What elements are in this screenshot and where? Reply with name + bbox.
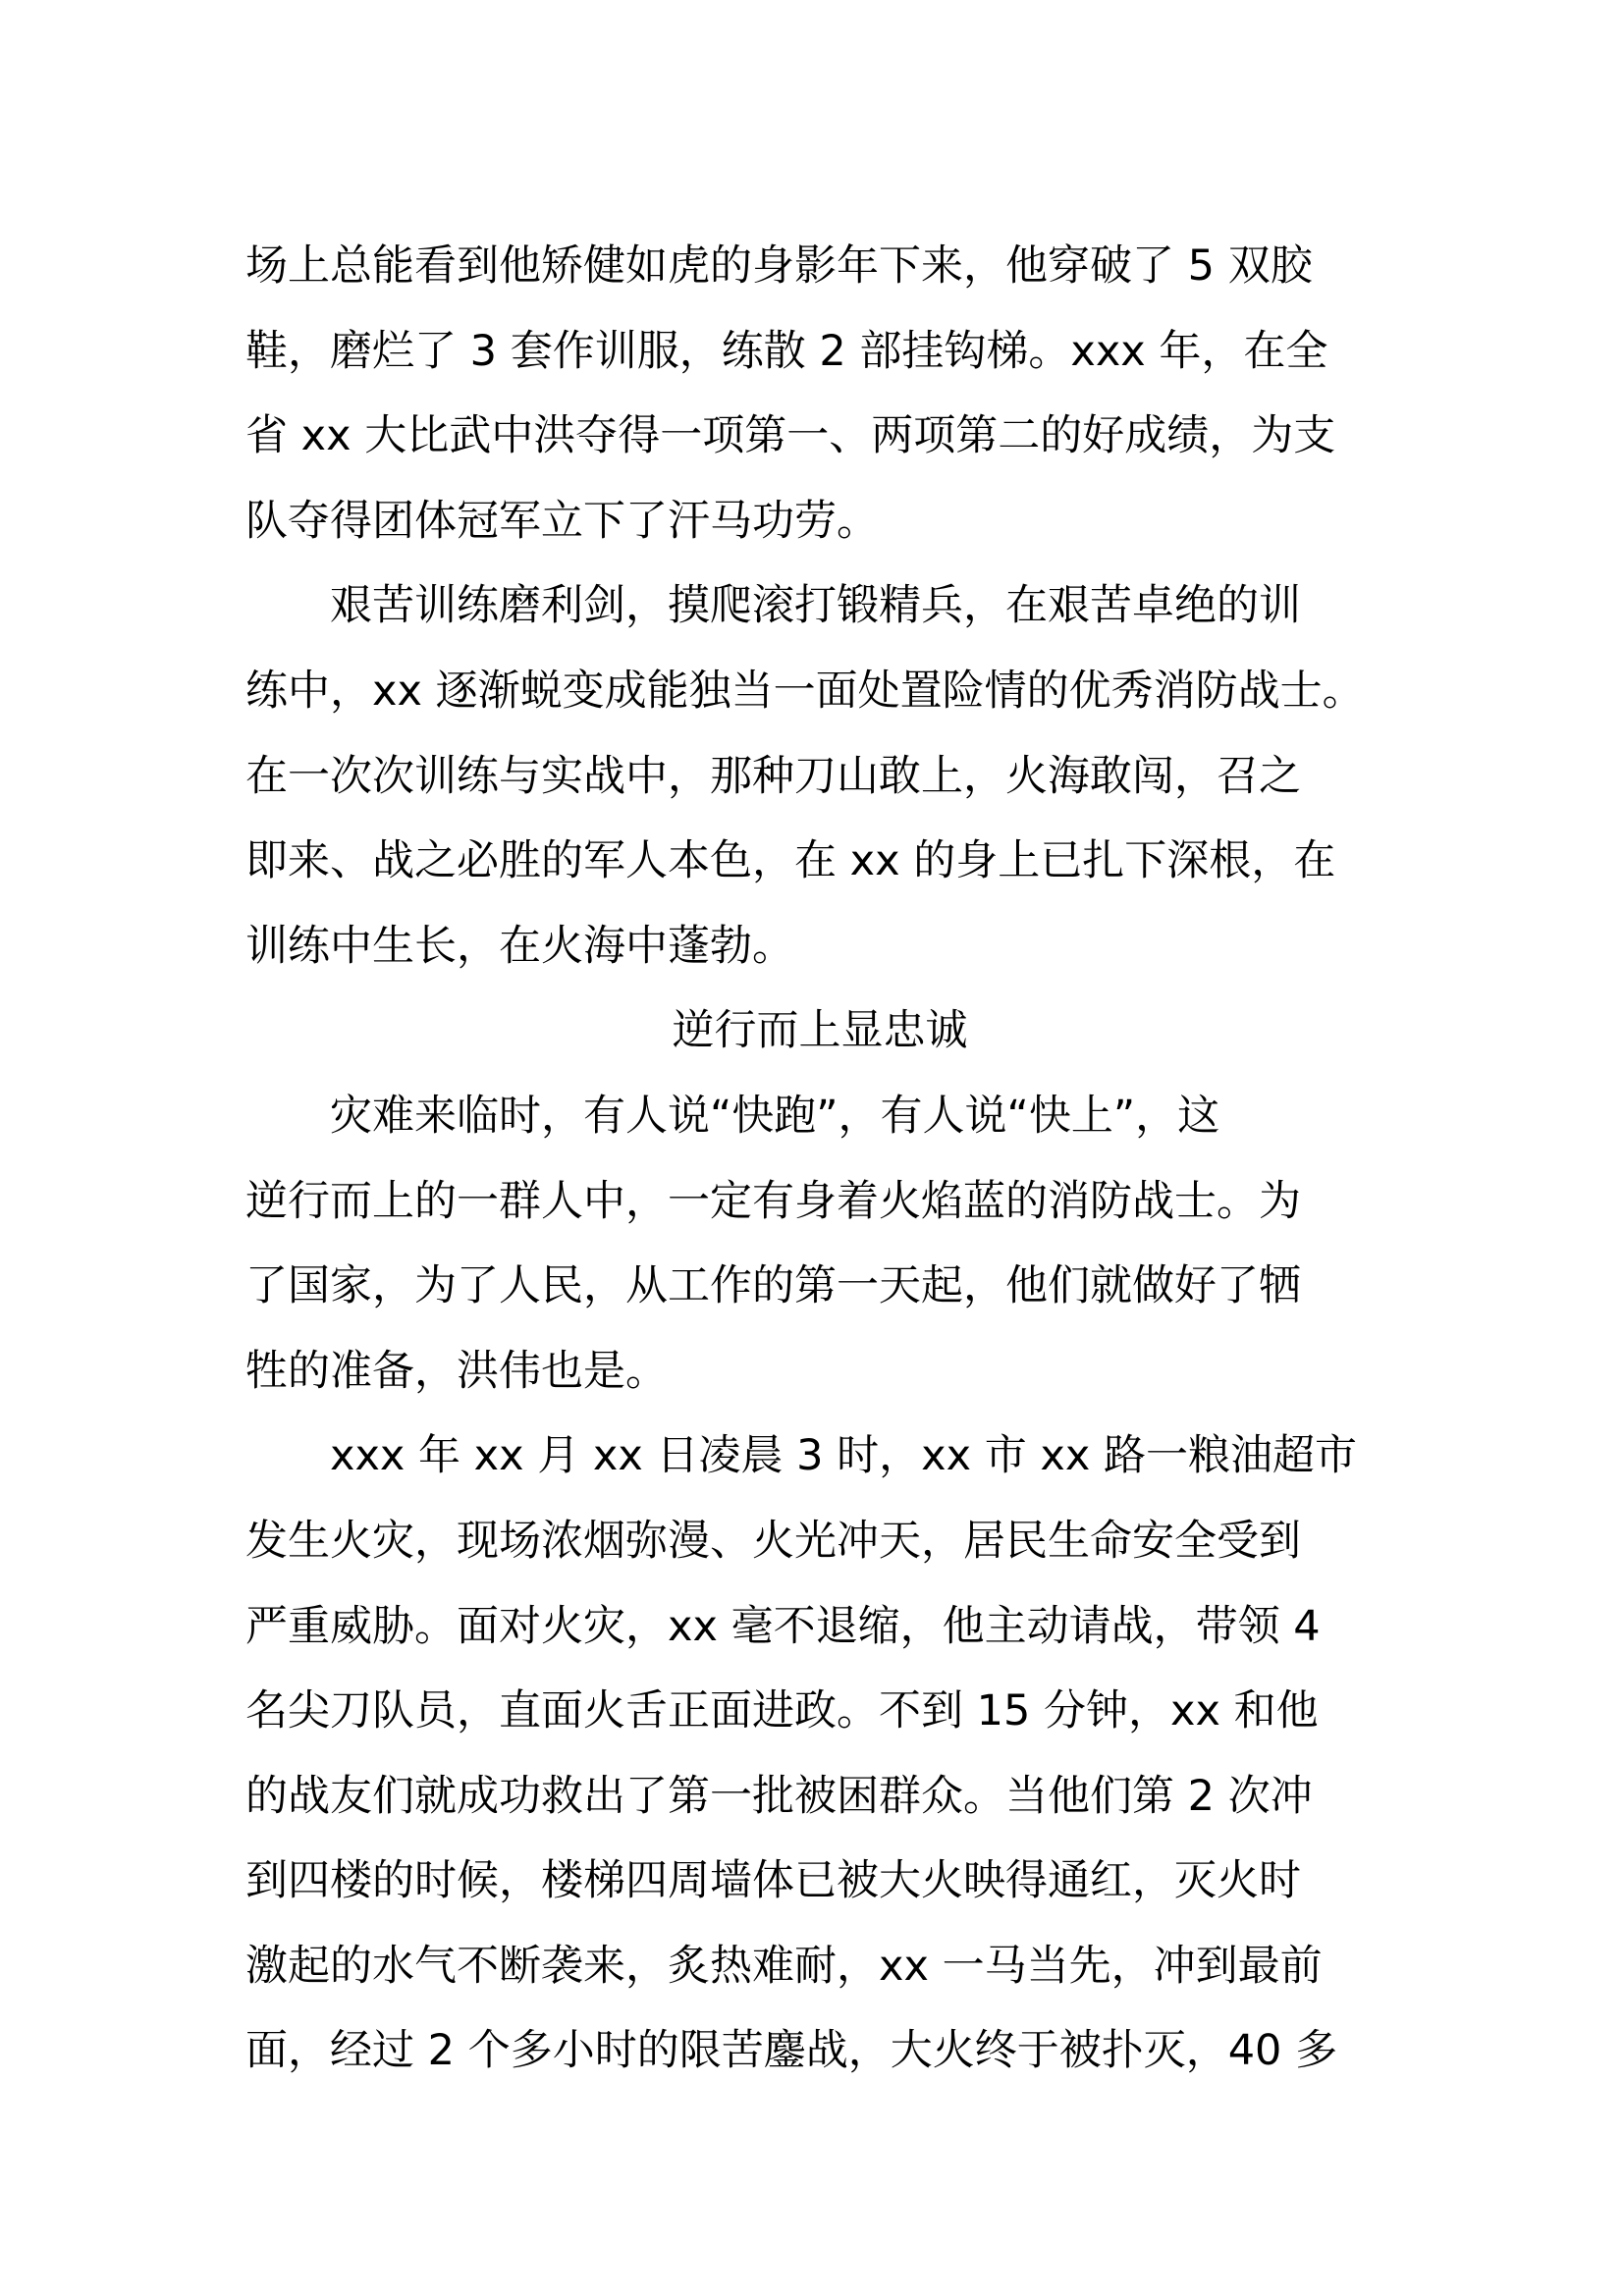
- paragraph: [245, 563, 1394, 988]
- paragraph: [245, 1074, 1394, 1414]
- paragraph: [245, 224, 1394, 563]
- text-line: 了国家，为了人民，从工作的第一天起，他们就做好了牺: [245, 1261, 1301, 1311]
- text-line: 牲的准备，洪伟也是。: [245, 1346, 668, 1396]
- document-body: [245, 224, 1394, 2094]
- text-line: 灾难来临时，有人说“快跑”，有人说“快上”，这: [330, 1091, 1220, 1141]
- heading-text: 逆行而上显忠诚: [672, 1006, 968, 1056]
- text-line: 面，经过 2 个多小时的限苦鏖战，大火终于被扑灭，40 多: [245, 2026, 1338, 2076]
- section-heading: [245, 988, 1394, 1074]
- text-line: 鞋，磨烂了 3 套作训服，练散 2 部挂钩梯。xxx 年，在全: [245, 326, 1328, 376]
- text-line: 队夺得团体冠军立下了汗马功劳。: [245, 496, 879, 546]
- text-line: 的战友们就成功救出了第一批被困群众。当他们第 2 次冲: [245, 1771, 1313, 1821]
- text-line: 场上总能看到他矫健如虎的身影年下来，他穿破了 5 双胶: [245, 241, 1313, 291]
- text-line: 省 xx 大比武中洪夺得一项第一、两项第二的好成绩，为支: [245, 411, 1336, 461]
- paragraph: [245, 1414, 1394, 2094]
- text-line: xxx 年 xx 月 xx 日凌晨 3 时，xx 市 xx 路一粮油超市: [330, 1431, 1357, 1481]
- text-line: 严重威胁。面对火灾，xx 毫不退缩，他主动请战，带领 4: [245, 1601, 1321, 1651]
- text-line: 激起的水气不断袭来，炙热难耐，xx 一马当先，冲到最前: [245, 1941, 1323, 1991]
- text-line: 练中，xx 逐渐蜕变成能独当一面处置险情的优秀消防战士。: [245, 666, 1365, 716]
- text-line: 到四楼的时候，楼梯四周墙体已被大火映得通红，灭火时: [245, 1856, 1301, 1906]
- text-line: 即来、战之必胜的军人本色，在 xx 的身上已扎下深根，在: [245, 836, 1336, 886]
- text-line: 艰苦训练磨利剑，摸爬滚打锻精兵，在艰苦卓绝的训: [330, 581, 1301, 631]
- text-line: 发生火灾，现场浓烟弥漫、火光冲天，居民生命安全受到: [245, 1516, 1301, 1566]
- text-line: 训练中生长，在火海中蓬勃。: [245, 921, 794, 971]
- text-line: 逆行而上的一群人中，一定有身着火焰蓝的消防战士。为: [245, 1176, 1301, 1226]
- text-line: 在一次次训练与实战中，那种刀山敢上，火海敢闯，召之: [245, 751, 1301, 801]
- text-line: 名尖刀队员，直面火舌正面进政。不到 15 分钟，xx 和他: [245, 1686, 1319, 1736]
